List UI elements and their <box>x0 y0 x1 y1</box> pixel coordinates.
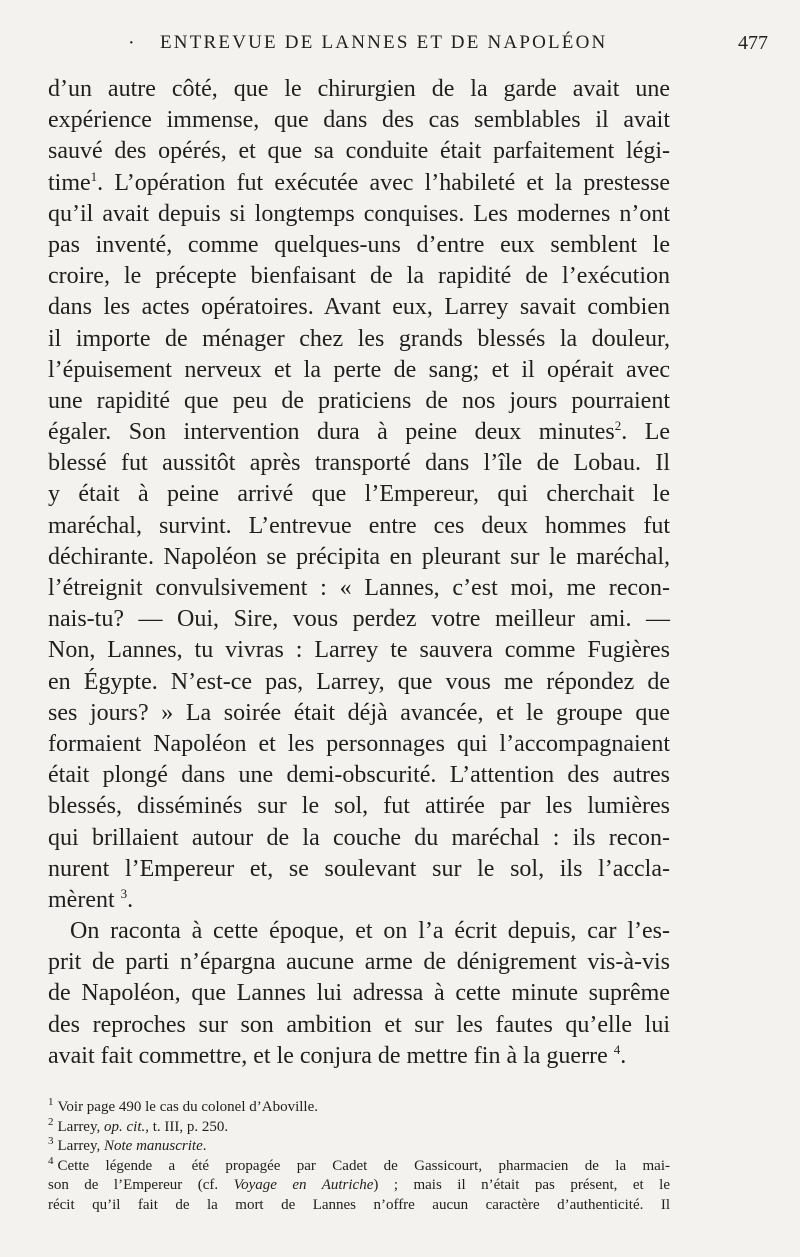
text-line: nurent l’Empereur et, se soulevant sur le sol, ils l’accla- <box>48 855 670 882</box>
text-line <box>48 1041 670 1072</box>
text-line <box>48 885 670 916</box>
running-head-title: ENTREVUE DE LANNES ET DE NAPOLÉON <box>160 32 608 53</box>
text-line: blessés, disséminés sur le sol, fut attirée par les lumières <box>48 793 670 820</box>
footnote-ref: 1 <box>90 168 98 184</box>
text-line <box>48 168 670 199</box>
text-fragment: égaler. Son intervention dura à peine deux minutes <box>48 419 615 446</box>
text-line: On raconta à cette époque, et on l’a écrit depuis, car l’es- <box>70 918 670 945</box>
footnote <box>48 1137 670 1157</box>
footnote <box>48 1154 670 1177</box>
text-line: formaient Napoléon et les personnages qui l’accompagnaient <box>48 730 670 757</box>
footnote-italic: Note manuscrite <box>104 1138 203 1154</box>
text-line: de Napoléon, que Lannes lui adressa à cette minute suprême <box>48 980 670 1007</box>
footnote-text: ) ; mais il n’était pas présent, et le <box>373 1177 670 1193</box>
text-line: y était à peine arrivé que l’Empereur, qui cherchait le <box>48 481 670 508</box>
footnote-number: 1 <box>48 1096 54 1108</box>
text-line: croire, le précepte bienfaisant de la rapidité de l’exécution <box>48 263 670 290</box>
running-head-dot: · <box>128 32 135 54</box>
text-line: l’étreignit convulsivement : « Lannes, c’est moi, me recon- <box>48 575 670 601</box>
text-fragment: . <box>127 886 134 913</box>
footnote-number: 2 <box>48 1115 54 1128</box>
footnote-number: 4 <box>48 1154 54 1167</box>
footnote-continuation: récit qu’il fait de la mort de Lannes n’offre aucun caractère d’authenticité. Il <box>48 1196 670 1213</box>
footnote-text: . <box>202 1138 207 1154</box>
text-line: qu’il avait depuis si longtemps conquises. Les modernes n’ont <box>48 200 670 227</box>
text-fragment: avait fait commettre, et le conjura de mettre fin à la guerre <box>48 1042 608 1069</box>
text-line: était plongé dans une demi-obscurité. L’attention des autres <box>48 762 670 789</box>
text-line: en Égypte. N’est-ce pas, Larrey, que vous me répondez de <box>48 668 670 695</box>
text-line: Non, Lannes, tu vivras : Larrey te sauvera comme Fugières <box>48 637 670 664</box>
text-fragment: . <box>620 1042 627 1069</box>
text-line: dans les actes opératoires. Avant eux, Larrey savait combien <box>48 294 670 321</box>
body-text <box>48 74 670 1072</box>
text-line: prit de parti n’épargna aucune arme de dénigrement vis-à-vis <box>48 949 670 976</box>
text-line: nais-tu? — Oui, Sire, vous perdez votre meilleur ami. — <box>48 606 670 633</box>
text-line: une rapidité que peu de praticiens de nos jours pourraient <box>48 387 670 414</box>
text-line: des reproches sur son ambition et sur les fautes qu’elle lui <box>48 1011 670 1038</box>
footnote <box>48 1098 670 1118</box>
running-head <box>48 30 768 60</box>
text-line: qui brillaient autour de la couche du maréchal : ils recon- <box>48 824 670 851</box>
text-fragment: time <box>48 169 91 196</box>
footnote-ref: 3 <box>120 885 128 901</box>
text-line: d’un autre côté, que le chirurgien de la garde avait une <box>48 76 670 102</box>
text-line: pas inventé, comme quelques-uns d’entre eux semblent le <box>48 231 670 258</box>
text-line: blessé fut aussitôt après transporté dans l’île de Lobau. Il <box>48 450 670 477</box>
footnote-text: Cette légende a été propagée par Cadet de Gassicourt, pharmacien de la mai- <box>57 1157 670 1174</box>
text-line: déchirante. Napoléon se précipita en pleurant sur le maréchal, <box>48 543 670 570</box>
text-line: maréchal, survint. L’entrevue entre ces deux hommes fut <box>48 512 670 539</box>
footnote-continuation <box>48 1176 670 1196</box>
footnote-number: 3 <box>48 1135 54 1147</box>
text-line: l’épuisement nerveux et la perte de sang; et il opérait avec <box>48 356 670 383</box>
footnote-text: Larrey, <box>57 1118 104 1135</box>
footnote-text: Voir page 490 le cas du colonel d’Aboville. <box>57 1099 318 1115</box>
text-line: ses jours? » La soirée était déjà avancée, et le groupe que <box>48 699 670 726</box>
page-number: 477 <box>738 32 768 54</box>
text-line <box>48 417 670 448</box>
text-fragment: mèrent <box>48 886 115 913</box>
footnote-italic: op. cit. <box>104 1118 146 1135</box>
footnote-ref: 2 <box>614 418 622 434</box>
footnote-italic: Voyage en Autriche <box>233 1177 374 1193</box>
footnote-text: , t. III, p. 250. <box>145 1118 229 1135</box>
footnote-text: son de l’Empereur (cf. <box>48 1177 234 1193</box>
footnote-text: Larrey, <box>57 1138 104 1154</box>
text-fragment: . Le <box>621 419 671 446</box>
footnote-ref: 4 <box>613 1041 621 1057</box>
text-line: expérience immense, que dans des cas semblables il avait <box>48 107 670 134</box>
text-fragment: . L’opération fut exécutée avec l’habileté et la prestesse <box>97 169 670 196</box>
footnotes <box>48 1098 670 1215</box>
text-line: sauvé des opérés, et que sa conduite était parfaitement légi- <box>48 138 670 165</box>
text-line: il importe de ménager chez les grands blessés la douleur, <box>48 325 670 352</box>
footnote <box>48 1115 670 1138</box>
